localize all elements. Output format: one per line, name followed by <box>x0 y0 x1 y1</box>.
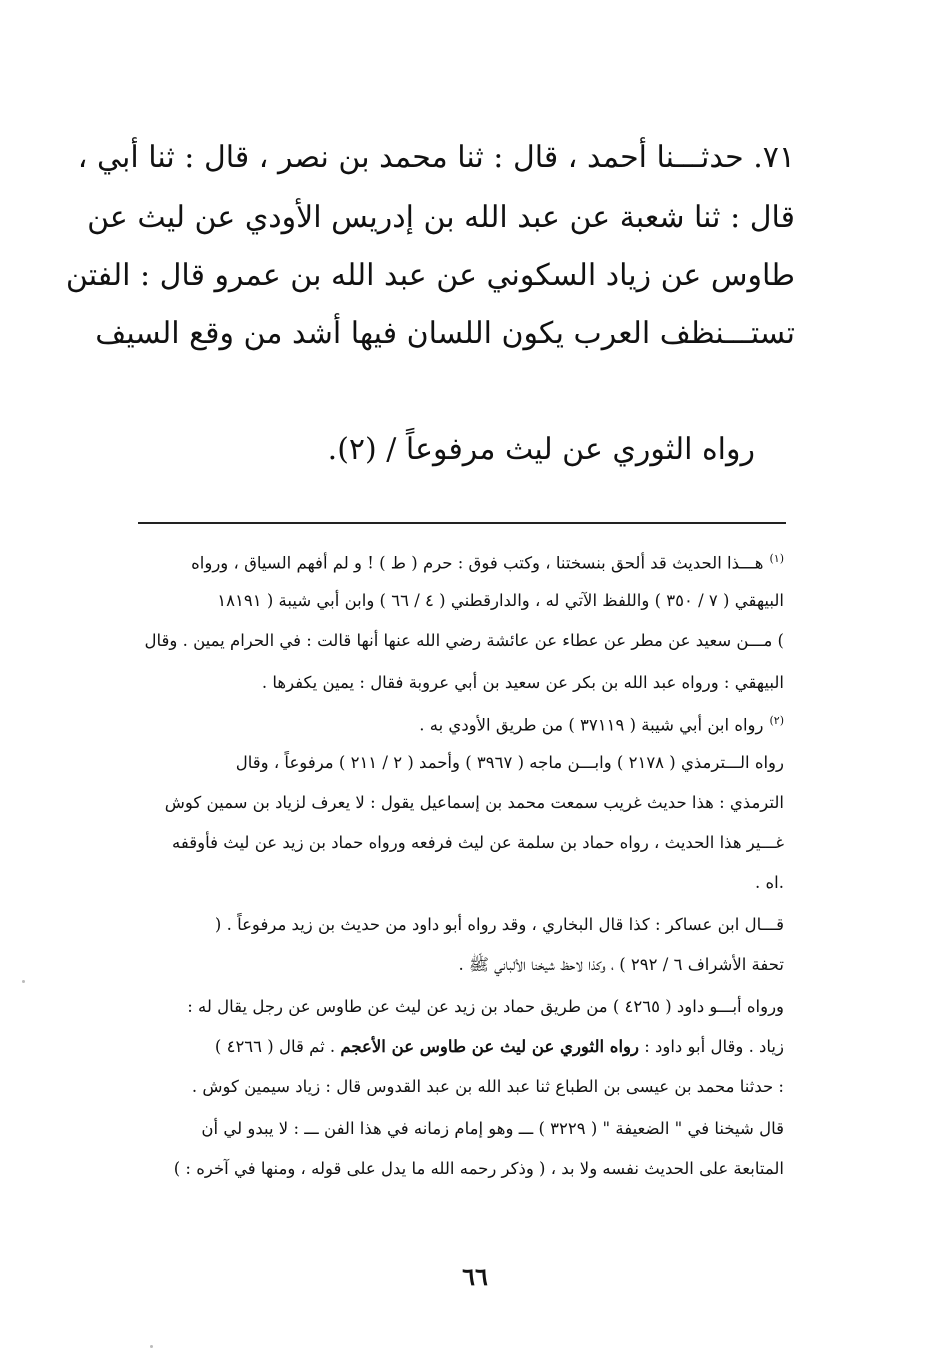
hadith-line-4: تستـــنظف العرب يكون اللسان فيها أشد من وقع السيف <box>95 316 795 351</box>
abudawud-text-a: زياد . وقال أبو داود : <box>638 1037 784 1056</box>
footnote-2-marker: (٢) <box>769 714 784 727</box>
footnote-2-shaykh-line-1: قال شيخنا في " الضعيفة " ( ٣٢٢٩ ) ـــ وهو إمام زمانه في هذا الفن ـــ : لا يبدو لي أن <box>201 1119 784 1138</box>
footnote-2-line-3: الترمذي : هذا حديث غريب سمعت محمد بن إسماعيل يقول : لا يعرف لزياد بن سمين كوش <box>164 793 784 812</box>
footnote-1-line-1 <box>138 548 784 575</box>
footnote-2-line-1 <box>138 710 784 737</box>
footnote-1-line-4: البيهقي : ورواه عبد الله بن بكر عن سعيد بن أبي عروبة فقال : يمين يكفرها . <box>261 673 784 692</box>
abudawud-text-b: . ثم قال ( ٤٢٦٦ ) <box>214 1037 341 1056</box>
hadith-line-1: ٧١. حدثـــنا أحمد ، قال : ثنا محمد بن نصر ، قال : ثنا أبي ، <box>77 140 795 175</box>
footnote-2-shaykh-line-2: المتابعة على الحديث نفسه ولا بد ، ( وذكر رحمه الله ما يدل على قوله ، ومنها في آخره : ) <box>173 1159 784 1178</box>
footnote-2-abudawud-line-1: ورواه أبـــو داود ( ٤٢٦٥ ) من طريق حماد بن زيد عن ليث عن طاوس عن رجل يقال له : <box>187 997 784 1016</box>
hadith-closing-line: رواه الثوري عن ليث مرفوعاً / (٢). <box>327 432 755 467</box>
hadith-line-3: طاوس عن زياد السكوني عن عبد الله بن عمرو قال : الفتن <box>65 258 795 293</box>
footnote-2-first-text: رواه ابن أبي شيبة ( ٣٧١١٩ ) من طريق الأودي به . <box>419 715 764 735</box>
footnote-separator <box>138 522 786 524</box>
footnote-1-line-3: ) مـــن سعيد عن مطر عن عطاء عن عائشة رضي الله عنها أنها قالت : في الحرام يمين . وقال <box>144 631 784 650</box>
scan-speck <box>150 1345 153 1348</box>
footnote-2-line-2: رواه الـــترمذي ( ٢١٧٨ ) وابـــن ماجه ( ٣٩٦٧ ) وأحمد ( ٢ / ٢١١ ) مرفوعاً ، وقال <box>235 753 784 772</box>
hadith-line-2: قال : ثنا شعبة عن عبد الله بن إدريس الأودي عن ليث عن <box>87 200 795 235</box>
page-number: ٦٦ <box>462 1262 488 1291</box>
footnote-1-text: هـــذا الحديث قد ألحق بنسختنا ، وكتب فوق : حرم ( ط ) ! و لم أفهم السياق ، ورواه <box>191 553 764 573</box>
scan-speck <box>22 980 25 983</box>
footnote-2-line-4: غـــير هذا الحديث ، رواه حماد بن سلمة عن ليث فرفعه ورواه حماد بن زيد عن ليث فأوقفه <box>172 833 784 852</box>
footnote-2-abudawud-line-3: : حدثنا محمد بن عيسى بن الطباع ثنا عبد الله بن عبد القدوس قال : زياد سيمين كوش . <box>191 1077 784 1096</box>
footnote-2-abudawud-line-2 <box>138 1036 784 1058</box>
footnote-2-line-5: .اه . <box>755 873 784 892</box>
footnote-1-line-2: البيهقي ( ٧ / ٣٥٠ ) واللفظ الآتي له ، والدارقطني ( ٤ / ٦٦ ) وابن أبي شيبة ( ١٨١٩١ <box>217 591 784 610</box>
footnote-1-marker: (١) <box>769 552 784 565</box>
footnote-2-asakir-line-1: قـــال ابن عساكر : كذا قال البخاري ، وقد رواه أبو داود من حديث بن زيد مرفوعاً . ( <box>214 915 784 934</box>
footnote-2-asakir-line-2: تحفة الأشراف ٦ / ٢٩٢ ) ، وكذا لاحظ شيخنا الألباني ﷺ . <box>458 955 784 974</box>
abudawud-bold-text: رواه الثوري عن ليث عن طاوس عن الأعجم <box>340 1037 639 1056</box>
